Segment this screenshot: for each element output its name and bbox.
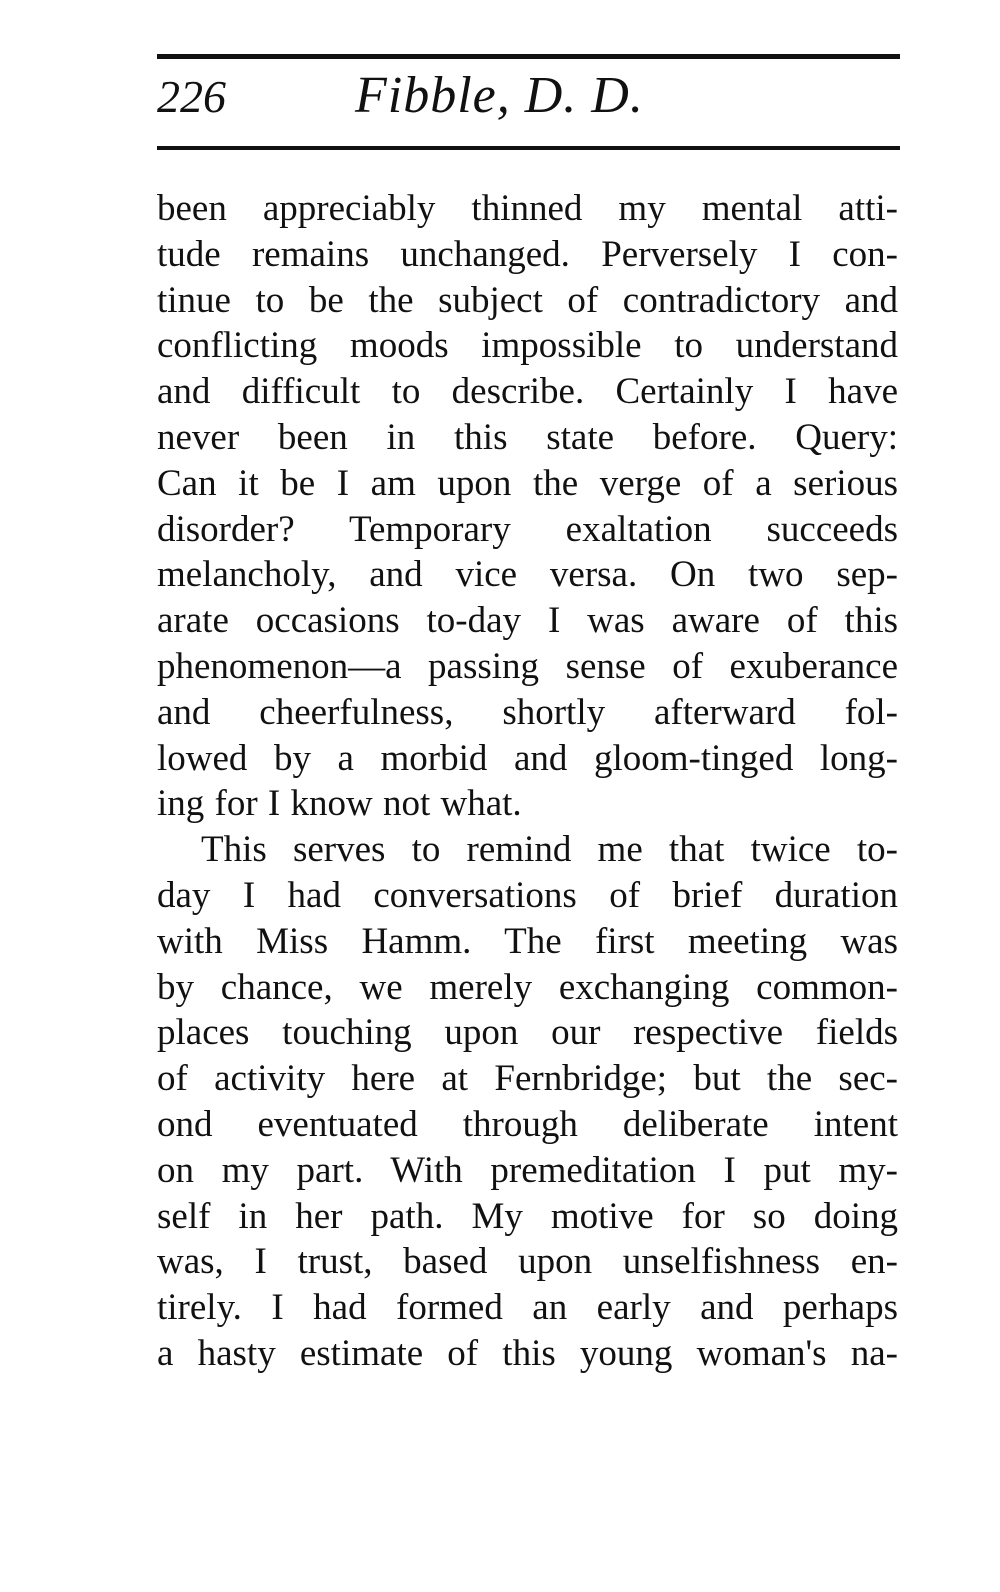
text-line: been appreciably thinned my mental atti- (157, 188, 898, 229)
text-line: places touching upon our respective fields (157, 1012, 898, 1054)
text-line: melancholy, and vice versa. On two sep- (157, 554, 898, 596)
text-line: day I had conversations of brief duration (157, 874, 898, 916)
text-line: ond eventuated through deliberate intent (157, 1103, 898, 1145)
text-line: self in her path. My motive for so doing (157, 1195, 898, 1237)
text-line: tirely. I had formed an early and perhaps (157, 1287, 898, 1329)
page-body-text (157, 186, 898, 1377)
text-line: lowed by a morbid and gloom-tinged long- (157, 737, 898, 779)
text-line: by chance, we merely exchanging common- (157, 966, 898, 1008)
text-line: Can it be I am upon the verge of a serious (157, 462, 898, 504)
text-line: phenomenon—a passing sense of exuberance (157, 645, 898, 687)
text-line: never been in this state before. Query: (157, 416, 898, 458)
text-line: was, I trust, based upon unselfishness en- (157, 1241, 898, 1283)
header-top-rule (157, 54, 900, 59)
text-line: disorder? Temporary exaltation succeeds (157, 508, 898, 550)
text-line: tinue to be the subject of contradictory and (157, 279, 898, 321)
page-header (157, 66, 900, 136)
text-line: with Miss Hamm. The first meeting was (157, 920, 898, 962)
text-line: a hasty estimate of this young woman's na- (157, 1332, 898, 1374)
text-line: ing for I know not what. (157, 783, 522, 825)
page-number: 226 (157, 71, 226, 122)
running-title: Fibble, D. D. (355, 67, 644, 124)
text-line: tude remains unchanged. Perversely I con- (157, 233, 898, 275)
header-bottom-rule (157, 146, 900, 150)
text-line: arate occasions to-day I was aware of this (157, 600, 898, 642)
text-line: of activity here at Fernbridge; but the sec- (157, 1058, 898, 1100)
text-line: conflicting moods impossible to understand (157, 325, 898, 367)
text-line: This serves to remind me that twice to- (201, 829, 898, 871)
text-line: and cheerfulness, shortly afterward fol- (157, 691, 898, 733)
text-line: and difficult to describe. Certainly I have (157, 371, 898, 413)
text-line: on my part. With premeditation I put my- (157, 1149, 898, 1191)
